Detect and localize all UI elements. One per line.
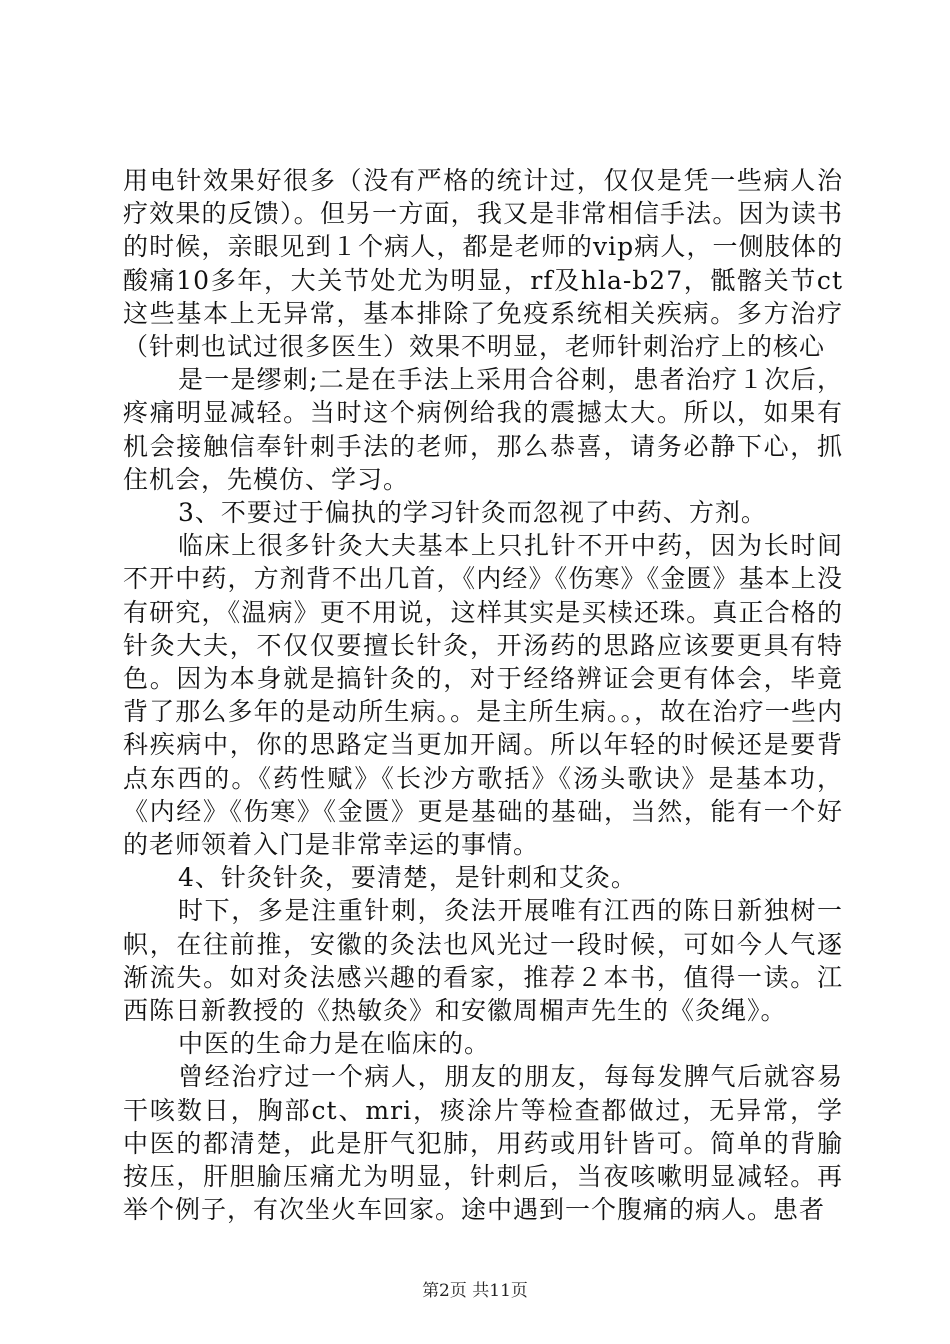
paragraph-4: 临床上很多针灸大夫基本上只扎针不开中药，因为长时间不开中药，方剂背不出几首，《内经》《伤寒》《金匮》基本上没有研究，《温病》更不用说，这样其实是买椟还珠。真正合格的针灸大夫，不仅仅要擅长针灸，开汤药的思路应该要更具有特色。因为本身就是搞针灸的，对于经络辨证会更有体会，毕竟背了那么多年的是动所生病。。是主所生病。。，故在治疗一些内科疾病中，你的思路定当更加开阔。所以年轻的时候还是要背点东西的。《药性赋》《长沙方歌括》《汤头歌诀》是基本功，《内经》《伤寒》《金匮》更是基础的基础，当然，能有一个好的老师领着入门是非常幸运的事情。 bbox=[123, 531, 843, 860]
paragraph-5-heading: 4、针灸针灸，要清楚，是针刺和艾灸。 bbox=[178, 863, 637, 893]
page-number-footer: 第2页 共11页 bbox=[422, 1281, 528, 1301]
paragraph-1: 用电针效果好很多（没有严格的统计过，仅仅是凭一些病人治疗效果的反馈）。但另一方面，我又是非常相信手法。因为读书的时候，亲眼见到１个病人，都是老师的vip病人，一侧肢体的酸痛10多年，大关节处尤为明显，rf及hla-b27，骶髂关节ct这些基本上无异常，基本排除了免疫系统相关疾病。多方治疗（针刺也试过很多医生）效果不明显，老师针刺治疗上的核心 bbox=[123, 166, 843, 362]
paragraph-6: 时下，多是注重针刺，灸法开展唯有江西的陈日新独树一帜，在往前推，安徽的灸法也风光过一段时候，可如今人气逐渐流失。如对灸法感兴趣的看家，推荐２本书，值得一读。江西陈日新教授的《热敏灸》和安徽周楣声先生的《灸绳》。 bbox=[123, 896, 843, 1026]
paragraph-8: 曾经治疗过一个病人，朋友的朋友，每每发脾气后就容易干咳数日，胸部ct、mri，痰涂片等检查都做过，无异常，学中医的都清楚，此是肝气犯肺，用药或用针皆可。简单的背腧按压，肝胆腧压痛尤为明显，针刺后，当夜咳嗽明显减轻。再举个例子，有次坐火车回家。途中遇到一个腹痛的病人。患者 bbox=[123, 1062, 843, 1225]
paragraph-3-heading: 3、不要过于偏执的学习针灸而忽视了中药、方剂。 bbox=[178, 498, 767, 528]
paragraph-2: 是一是缪刺;二是在手法上采用合谷刺，患者治疗１次后，疼痛明显减轻。当时这个病例给我的震撼太大。所以，如果有机会接触信奉针刺手法的老师，那么恭喜，请务必静下心，抓住机会，先模仿、学习。 bbox=[123, 365, 843, 494]
paragraph-7: 中医的生命力是在临床的。 bbox=[178, 1029, 491, 1059]
document-body bbox=[123, 164, 843, 1227]
